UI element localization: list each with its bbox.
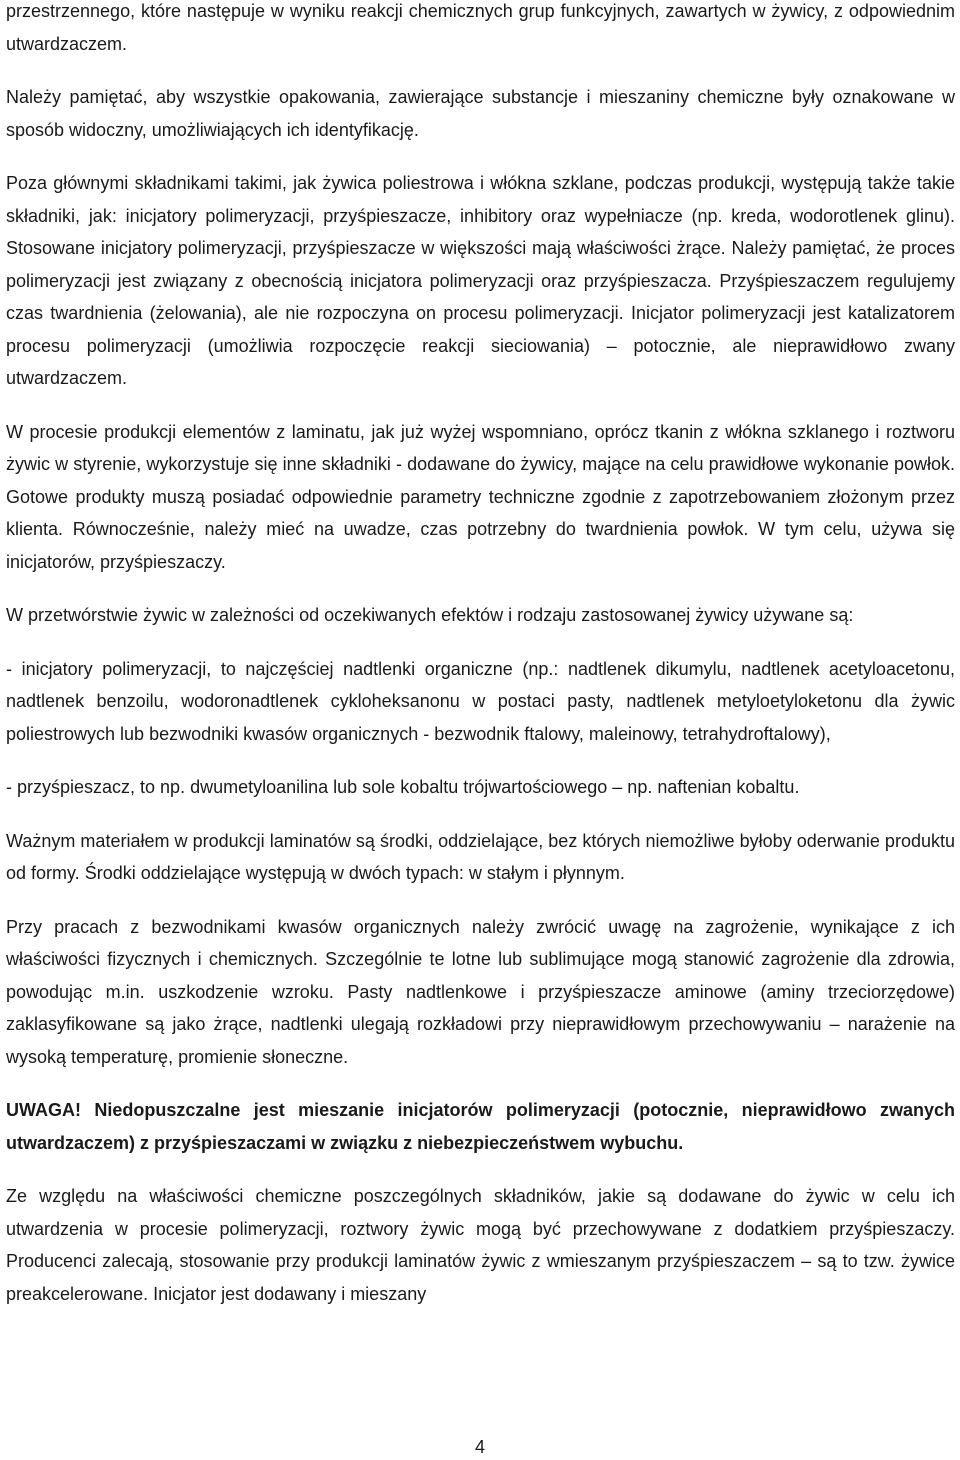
list-item-accelerator: - przyśpieszacz, to np. dwumetyloanilina lub sole kobaltu trójwartościowego – np. naftenian kobaltu. — [6, 777, 800, 797]
paragraph-hazards: Przy pracach z bezwodnikami kwasów organicznych należy zwrócić uwagę na zagrożenie, wynikające z ich właściwości fizycznych i chemicznych. Szczególnie te lotne lub sublimujące mogą stanowić zagrożenie dla zdrowia, powodując m.in. uszkodzenie wzroku. Pasty nadtlenkowe i przyśpieszacze aminowe (aminy trzeciorzędowe) zaklasyfikowane są jako żrące, nadtlenki ulegają rozkładowi przy nieprawidłowym przechowywaniu – narażenie na wysoką temperaturę, promienie słoneczne. — [6, 916, 955, 1067]
warning-paragraph: UWAGA! Niedopuszczalne jest mieszanie inicjatorów polimeryzacji (potocznie, nieprawidłowo zwanych utwardzaczem) z przyśpieszaczami w związku z niebezpieczeństwem wybuchu. — [6, 1100, 955, 1153]
paragraph-release-agents: Ważnym materiałem w produkcji laminatów są środki, oddzielające, bez których niemożliwe byłoby oderwanie produktu od formy. Środki oddzielające występują w dwóch typach: w stałym i płynnym. — [6, 830, 955, 883]
paragraph-continuation: przestrzennego, które następuje w wyniku reakcji chemicznych grup funkcyjnych, zawartych w żywicy, z odpowiednim utwardzaczem. — [6, 1, 955, 54]
paragraph-storage: Ze względu na właściwości chemiczne poszczególnych składników, jakie są dodawane do żywic w celu ich utwardzenia w procesie polimeryzacji, roztwory żywic mogą być przechowywane z dodatkiem przyśpieszaczy. Producenci zalecają, stosowanie przy produkcji laminatów żywic z wmieszanym przyśpieszaczem – są to tzw. żywice preakcelerowane. Inicjator jest dodawany i mieszany — [6, 1186, 955, 1304]
paragraph-resin-processing: W przetwórstwie żywic w zależności od oczekiwanych efektów i rodzaju zastosowanej żywicy używane są: — [6, 605, 854, 625]
list-item-initiators: - inicjatory polimeryzacji, to najczęściej nadtlenki organiczne (np.: nadtlenek dikumylu, nadtlenek acetyloacetonu, nadtlenek benzoilu, wodoronadtlenek cykloheksanonu w postaci pasty, nadtlenek metyloetyloketonu dla żywic poliestrowych lub bezwodniki kwasów organicznych - bezwodnik ftalowy, maleinowy, tetrahydroftalowy), — [6, 658, 955, 744]
paragraph-laminate-production: W procesie produkcji elementów z laminatu, jak już wyżej wspomniano, oprócz tkanin z włókna szklanego i roztworu żywic w styrenie, wykorzystuje się inne składniki - dodawane do żywicy, mające na celu prawidłowe wykonanie powłok. Gotowe produkty muszą posiadać odpowiednie parametry techniczne zgodnie z zapotrzebowaniem złożonym przez klienta. Równocześnie, należy mieć na uwadze, czas potrzebny do twardnienia powłok. W tym celu, używa się inicjatorów, przyśpieszaczy. — [6, 421, 955, 572]
paragraph-labeling: Należy pamiętać, aby wszystkie opakowania, zawierające substancje i mieszaniny chemiczne były oznakowane w sposób widoczny, umożliwiających ich identyfikację. — [6, 87, 955, 140]
document-page — [6, 0, 955, 1310]
paragraph-components: Poza głównymi składnikami takimi, jak żywica poliestrowa i włókna szklane, podczas produkcji, występują także takie składniki, jak: inicjatory polimeryzacji, przyśpieszacze, inhibitory oraz wypełniacze (np. kreda, wodorotlenek glinu). Stosowane inicjatory polimeryzacji, przyśpieszacze w większości mają właściwości żrące. Należy pamiętać, że proces polimeryzacji jest związany z obecnością inicjatora polimeryzacji oraz przyśpieszacza. Przyśpieszaczem regulujemy czas twardnienia (żelowania), ale nie rozpoczyna on procesu polimeryzacji. Inicjator polimeryzacji jest katalizatorem procesu polimeryzacji (umożliwia rozpoczęcie reakcji sieciowania) – potocznie, ale nieprawidłowo zwany utwardzaczem. — [6, 173, 955, 388]
page-number: 4 — [474, 1437, 485, 1457]
